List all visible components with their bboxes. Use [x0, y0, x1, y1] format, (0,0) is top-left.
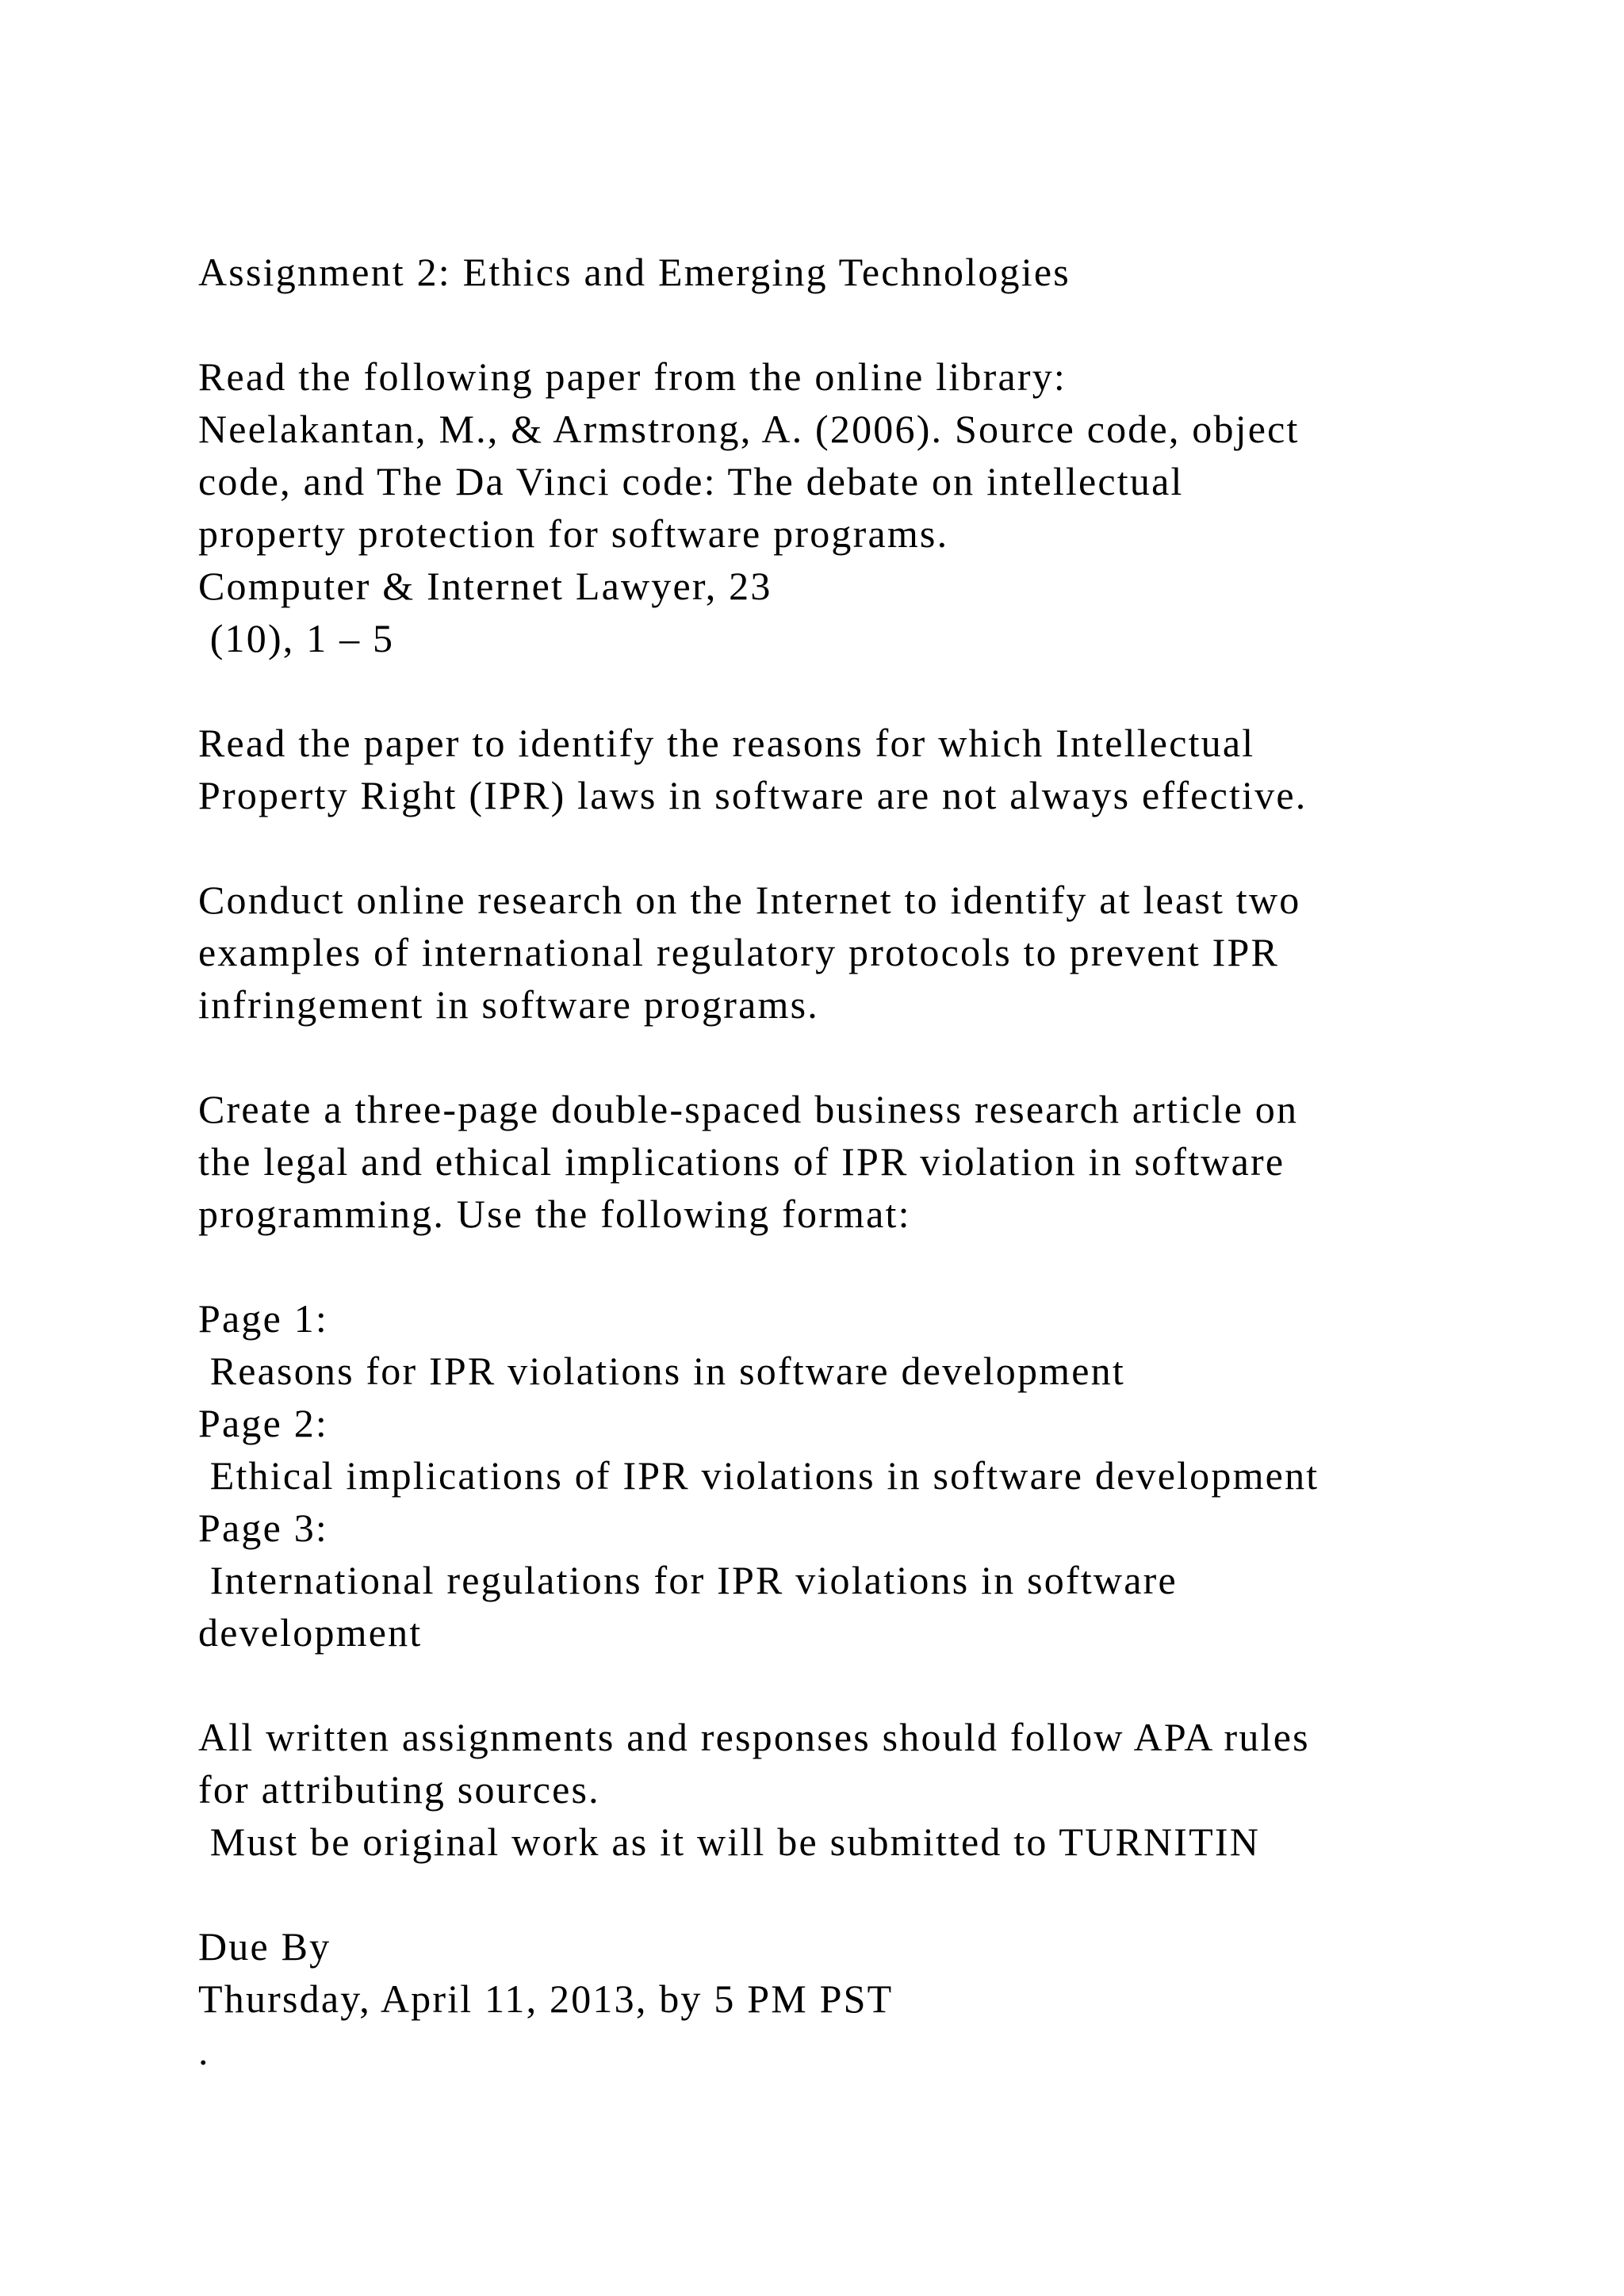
format-page2-label: Page 2:: [198, 1401, 328, 1445]
format-page1-topic: Reasons for IPR violations in software development: [198, 1349, 1125, 1393]
format-page3-topic: development: [198, 1610, 423, 1655]
apa-paragraph-line: All written assignments and responses should follow APA rules: [198, 1715, 1310, 1759]
research-paragraph-line: Conduct online research on the Internet to identify at least two: [198, 878, 1301, 922]
research-paragraph-line: examples of international regulatory protocols to prevent IPR: [198, 930, 1280, 974]
format-page1-label: Page 1:: [198, 1296, 328, 1341]
citation-line: Neelakantan, M., & Armstrong, A. (2006). Source code, object: [198, 407, 1300, 451]
blank-line: [198, 664, 1562, 717]
due-date: Thursday, April 11, 2013, by 5 PM PST: [198, 1976, 894, 2021]
reasons-paragraph-line: Read the paper to identify the reasons for which Intellectual: [198, 721, 1255, 765]
create-paragraph-line: Create a three-page double-spaced business research article on: [198, 1087, 1299, 1131]
apa-paragraph-line: for attributing sources.: [198, 1767, 600, 1812]
trailing-period: .: [198, 2029, 210, 2073]
due-label: Due By: [198, 1924, 331, 1969]
blank-line: [198, 821, 1562, 874]
format-page3-topic: International regulations for IPR violations in software: [198, 1558, 1178, 1602]
blank-line: [198, 1659, 1562, 1711]
create-paragraph-line: the legal and ethical implications of IPR violation in software: [198, 1139, 1285, 1184]
reasons-paragraph-line: Property Right (IPR) laws in software are not always effective.: [198, 773, 1308, 817]
blank-line: [198, 1868, 1562, 1920]
originality-note: Must be original work as it will be submitted to TURNITIN: [198, 1820, 1261, 1864]
document-title: Assignment 2: Ethics and Emerging Technologies: [198, 250, 1071, 294]
format-page2-topic: Ethical implications of IPR violations in software development: [198, 1453, 1320, 1498]
research-paragraph-line: infringement in software programs.: [198, 982, 819, 1027]
document-body: [198, 246, 1562, 2077]
create-paragraph-line: programming. Use the following format:: [198, 1192, 911, 1236]
format-page3-label: Page 3:: [198, 1506, 328, 1550]
blank-line: [198, 1240, 1562, 1292]
reading-intro: Read the following paper from the online library:: [198, 354, 1067, 399]
blank-line: [198, 298, 1562, 350]
citation-journal: Computer & Internet Lawyer, 23: [198, 564, 772, 608]
blank-line: [198, 1031, 1562, 1083]
citation-line: property protection for software programs.: [198, 511, 949, 556]
citation-issue-pages: (10), 1 – 5: [198, 616, 395, 660]
citation-line: code, and The Da Vinci code: The debate on intellectual: [198, 459, 1184, 503]
